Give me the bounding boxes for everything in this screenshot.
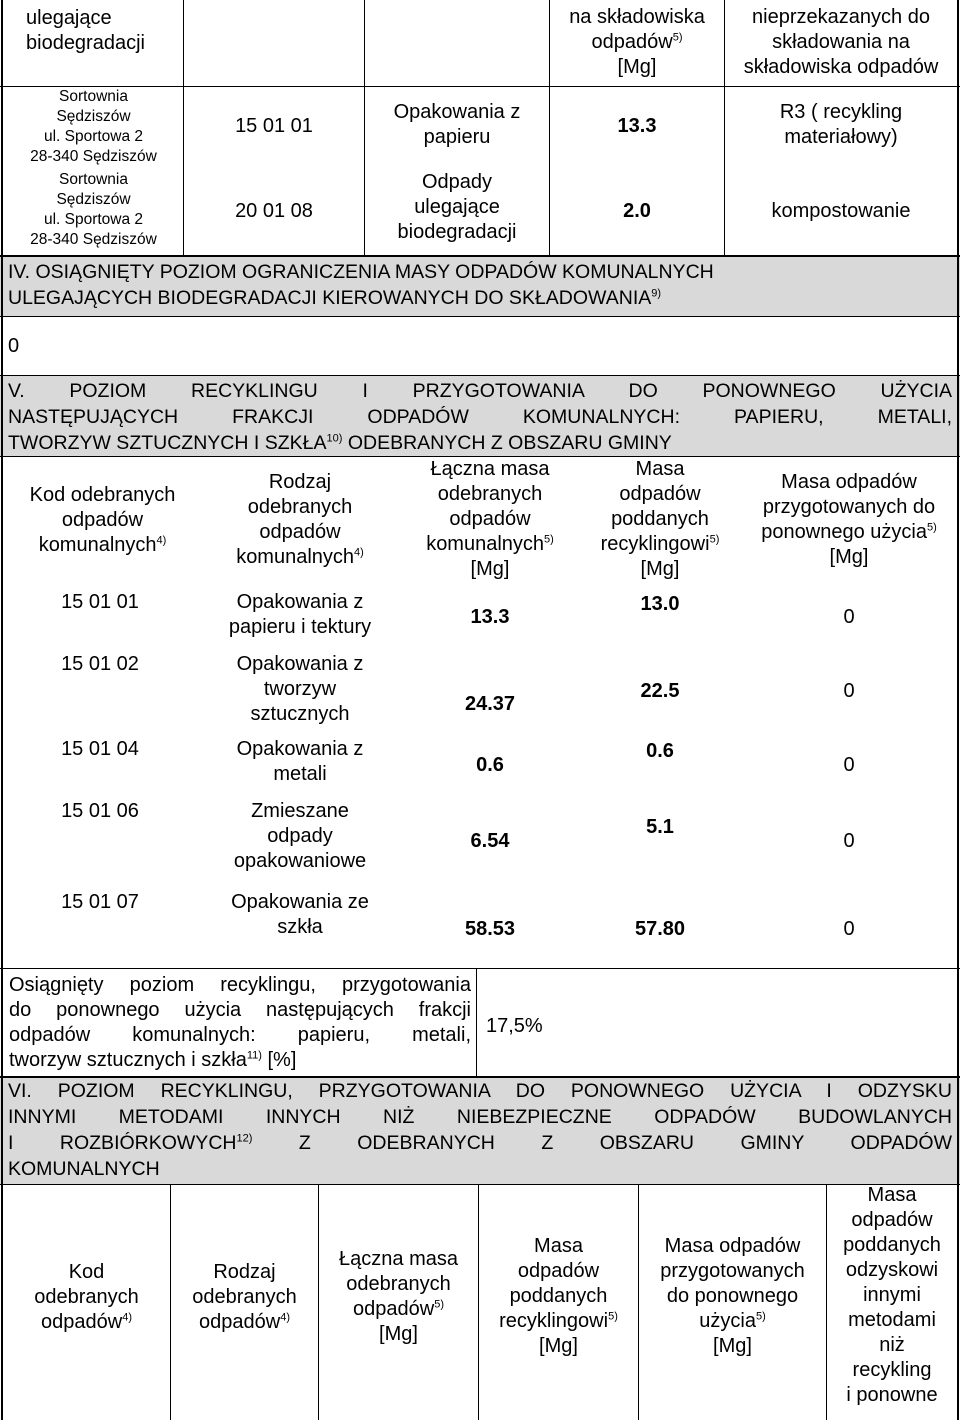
s5-row3-recycled: 0.6 xyxy=(646,740,674,762)
s5-row2-recycled: 22.5 xyxy=(640,680,680,702)
s5-row2-type: Opakowania z tworzyw sztucznych xyxy=(236,653,364,725)
s5-row1-recycled: 13.0 xyxy=(640,593,680,615)
row1-mass: 13.3 xyxy=(617,115,657,137)
section4-heading: IV. OSIĄGNIĘTY POZIOM OGRANICZENIA MASY ODPADÓW KOMUNALNYCH ULEGAJĄCYCH BIODEGRADACJI KIEROWANYCH DO SKŁADOWANIA$^{9)}$ xyxy=(8,261,714,309)
s5-row3-total: 0.6 xyxy=(476,754,504,776)
section6-heading: VI. POZIOM RECYKLINGU, PRZYGOTOWANIA DO PONOWNEGO UŻYCIA I ODZYSKU INNYMI METODAMI INNYCH NIŻ NIEBEZPIECZNE ODPADÓW BUDOWLANYCH I ROZBIÓRKOWYCH$^{12)}$ Z ODEBRANYCH Z OBSZARU GMINY ODPADÓW KOMUNALNYCH xyxy=(8,1080,952,1180)
s5-header-reuse: Masa odpadów przygotowanych do ponownego użycia$^{5)}$ [Mg] xyxy=(761,471,937,568)
s5-row1-reuse: 0 xyxy=(843,606,855,628)
s5-row5-type: Opakowania ze szkła xyxy=(231,891,369,938)
s5-row4-type: Zmieszane odpady opakowaniowe xyxy=(233,800,367,872)
s6-header-reuse: Masa odpadów przygotowanych do ponownego użycia$^{5)}$ [Mg] xyxy=(660,1235,805,1357)
section4-value: 0 xyxy=(8,335,20,357)
s6-header-total: Łączna masa odebranych odpadów$^{5)}$ [Mg] xyxy=(339,1248,458,1345)
header-col5-fragment: nieprzekazanych do składowania na składowiska odpadów xyxy=(743,6,939,78)
s5-row3-code: 15 01 04 xyxy=(61,738,139,760)
s5-summary-label: Osiągnięty poziom recyklingu, przygotowania do ponownego użycia następujących frakcji odpadów komunalnych: papieru, metali, tworzyw sztucznych i szkła$^{11)}$ [%] xyxy=(9,974,471,1071)
s5-row2-code: 15 01 02 xyxy=(61,653,139,675)
s5-row2-total: 24.37 xyxy=(464,693,516,715)
row2-process: kompostowanie xyxy=(771,200,911,222)
header-col4-fragment: na składowiska odpadów$^{5)}$ [Mg] xyxy=(569,6,705,78)
row1-code: 15 01 01 xyxy=(235,115,313,137)
s5-header-type: Rodzaj odebranych odpadów komunalnych$^{4)}$ xyxy=(236,471,364,568)
s5-row4-code: 15 01 06 xyxy=(61,800,139,822)
s5-summary-value: 17,5% xyxy=(486,1015,543,1037)
s6-header-type: Rodzaj odebranych odpadów$^{4)}$ xyxy=(192,1261,297,1333)
s5-row4-reuse: 0 xyxy=(843,830,855,852)
s5-row2-reuse: 0 xyxy=(843,680,855,702)
row1-facility: Sortownia Sędziszów ul. Sportowa 2 28-340 Sędziszów xyxy=(30,88,157,165)
s6-header-recycled: Masa odpadów poddanych recyklingowi$^{5)}$ [Mg] xyxy=(499,1235,618,1357)
s5-row1-type: Opakowania z papieru i tektury xyxy=(228,591,372,638)
row1-process: R3 ( recykling materiałowy) xyxy=(779,101,903,148)
row2-facility: Sortownia Sędziszów ul. Sportowa 2 28-340 Sędziszów xyxy=(30,171,157,248)
s5-row5-recycled: 57.80 xyxy=(634,918,686,940)
s5-row5-total: 58.53 xyxy=(464,918,516,940)
s5-row4-recycled: 5.1 xyxy=(646,816,674,838)
s6-header-code: Kod odebranych odpadów$^{4)}$ xyxy=(34,1261,139,1333)
s5-row1-code: 15 01 01 xyxy=(61,591,139,613)
s5-header-recycled: Masa odpadów poddanych recyklingowi$^{5)}$ [Mg] xyxy=(600,458,720,580)
row2-code: 20 01 08 xyxy=(235,200,313,222)
s5-header-code: Kod odebranych odpadów komunalnych$^{4)}$ xyxy=(29,484,176,556)
s5-header-total: Łączna masa odebranych odpadów komunalnych$^{5)}$ [Mg] xyxy=(426,458,554,580)
s6-header-other: Masa odpadów poddanych odzyskowi innymi metodami niż recykling i ponowne xyxy=(843,1184,941,1406)
s5-row5-code: 15 01 07 xyxy=(61,891,139,913)
s5-row4-total: 6.54 xyxy=(470,830,510,852)
row1-type: Opakowania z papieru xyxy=(393,101,521,148)
s5-row3-reuse: 0 xyxy=(843,754,855,776)
row2-type: Odpady ulegające biodegradacji xyxy=(397,171,517,243)
section5-heading: V. POZIOM RECYKLINGU I PRZYGOTOWANIA DO PONOWNEGO UŻYCIA NASTĘPUJĄCYCH FRAKCJI ODPADÓW KOMUNALNYCH: PAPIERU, METALI, TWORZYW SZTUCZNYCH I SZKŁA$^{10)}$ ODEBRANYCH Z OBSZARU GMINY xyxy=(8,380,952,454)
s5-row5-reuse: 0 xyxy=(843,918,855,940)
s5-row1-total: 13.3 xyxy=(470,606,510,628)
header-col1-fragment: ulegające biodegradacji xyxy=(26,7,145,54)
row2-mass: 2.0 xyxy=(623,200,651,222)
s5-row3-type: Opakowania z metali xyxy=(236,738,364,785)
